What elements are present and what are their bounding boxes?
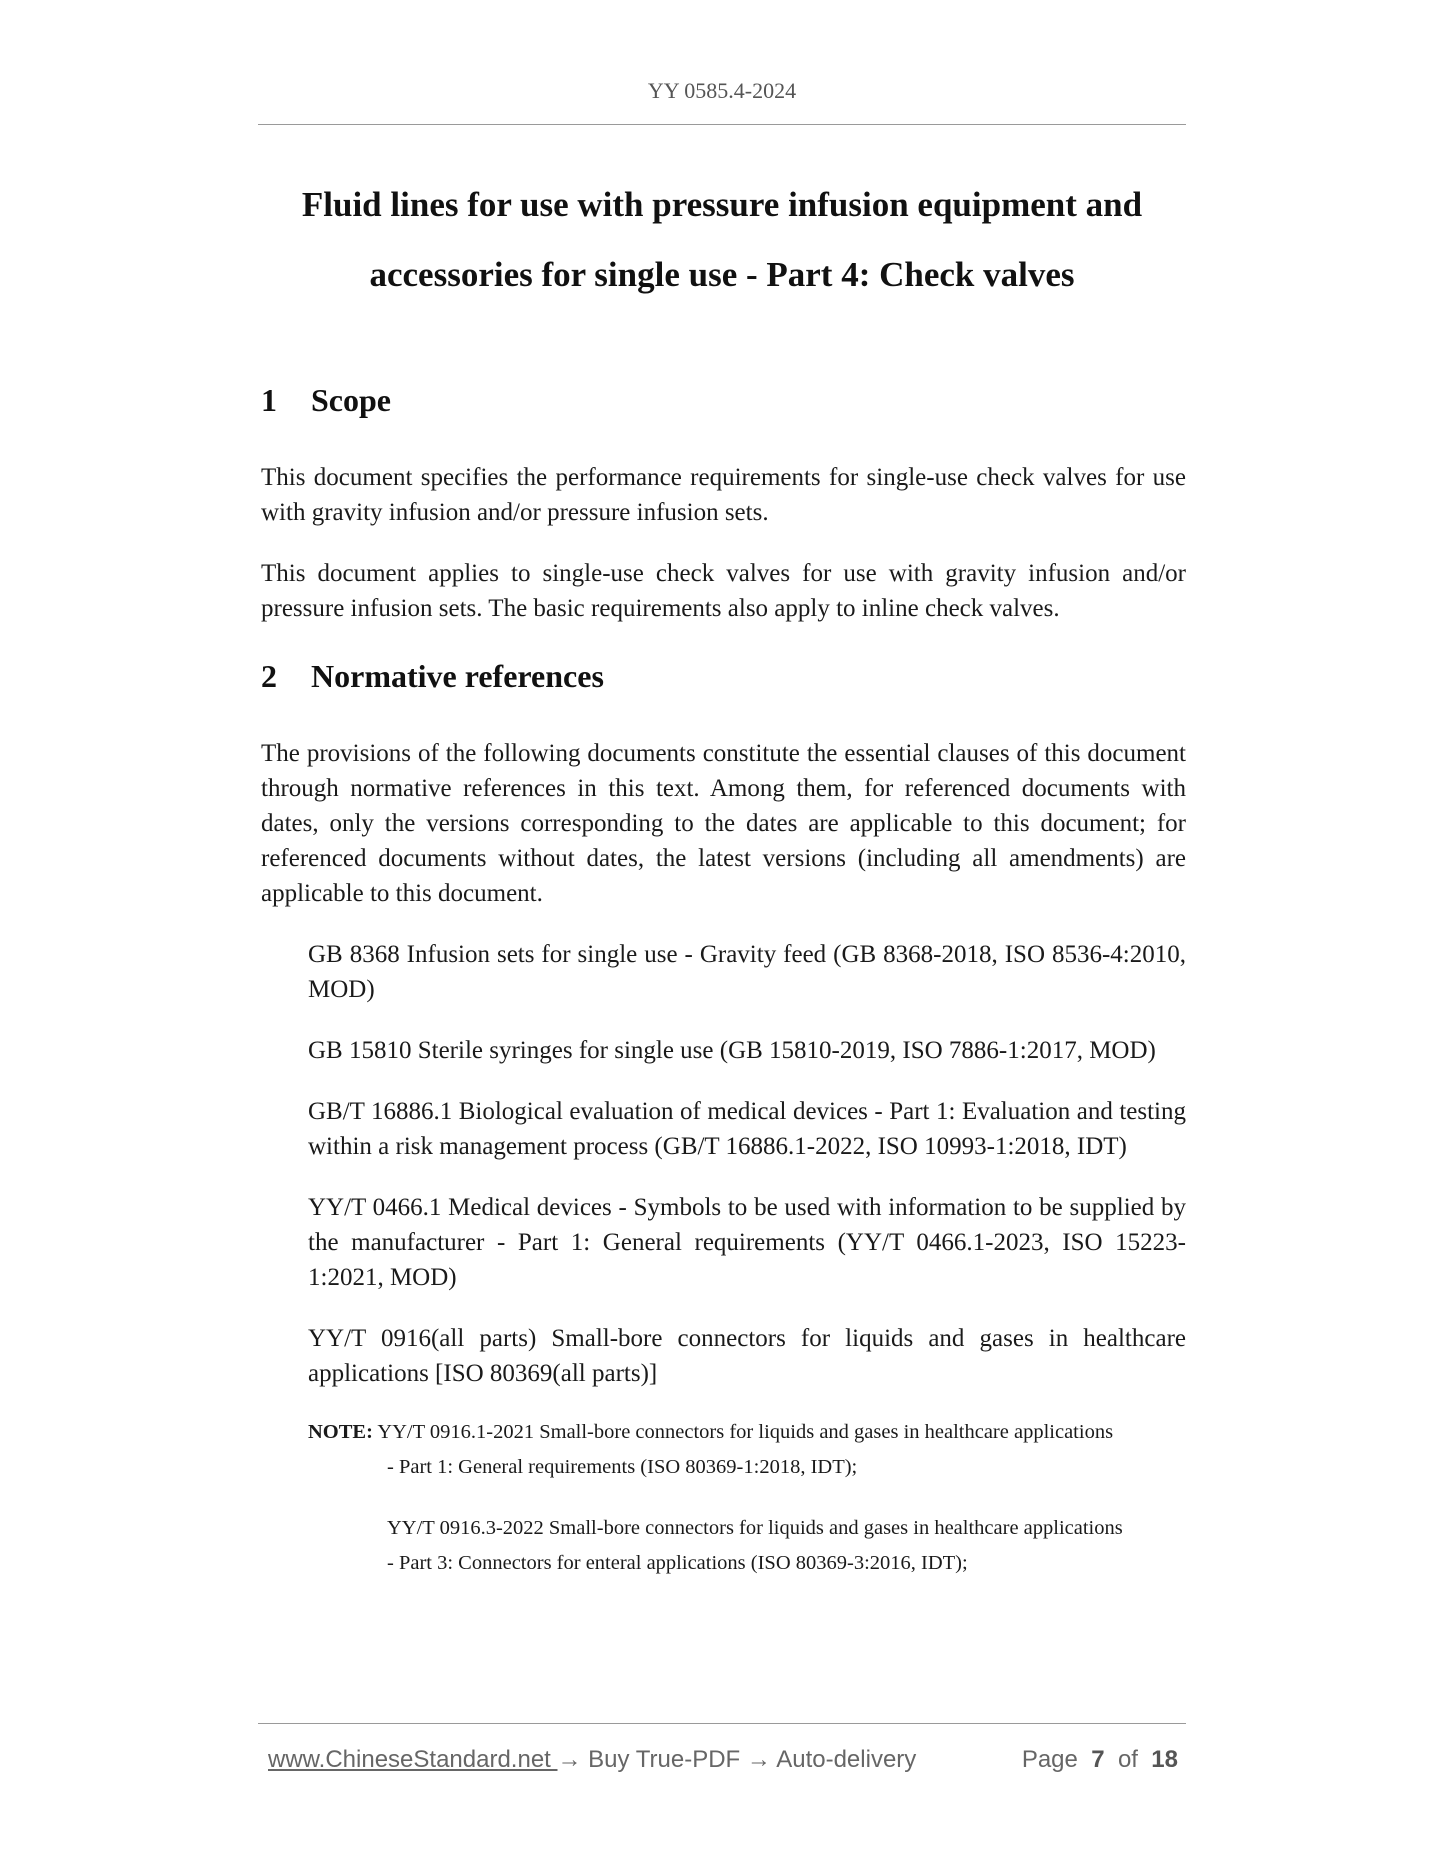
arrow-right-icon: → (746, 1746, 771, 1773)
page-number-info (1022, 1745, 1178, 1775)
note-item-1-line-2: - Part 1: General requirements (ISO 80369-1:2018, IDT); (387, 1456, 858, 1478)
of-label: of (1117, 1746, 1138, 1773)
scope-paragraph-2: This document applies to single-use check valves for use with gravity infusion and/or pressure infusion sets. The basic requirements also apply to inline check valves. (261, 560, 1186, 622)
reference-item: GB 8368 Infusion sets for single use - Gravity feed (GB 8368-2018, ISO 8536-4:2010, MOD) (308, 941, 1186, 1003)
note-item-2-line-1: YY/T 0916.3-2022 Small-bore connectors for liquids and gases in healthcare applications (387, 1517, 1123, 1539)
section-title: Scope (311, 382, 391, 418)
current-page-number: 7 (1091, 1746, 1105, 1773)
auto-delivery-text: Auto-delivery (770, 1746, 917, 1773)
title-line-2: accessories for single use - Part 4: Check valves (369, 255, 1075, 294)
arrow-right-icon: → (557, 1746, 582, 1773)
reference-item: GB/T 16886.1 Biological evaluation of medical devices - Part 1: Evaluation and testing within a risk management process (GB/T 16886.1-2022, ISO 10993-1:2018, IDT) (308, 1098, 1186, 1160)
footer-divider (258, 1723, 1186, 1724)
header-divider (258, 124, 1186, 125)
document-body (261, 380, 1186, 1581)
section-title: Normative references (311, 658, 604, 694)
section-number: 1 (261, 382, 277, 418)
standard-code-header: YY 0585.4-2024 (647, 78, 797, 103)
title-line-1: Fluid lines for use with pressure infusion equipment and (301, 185, 1143, 224)
page-footer (268, 1745, 1178, 1775)
normative-intro-paragraph: The provisions of the following documents constitute the essential clauses of this document through normative references in this text. Among them, for referenced documents with dates, only the versions corresponding to the dates are applicable to this document; for referenced documents without dates, the latest versions (including all amendments) are applicable to this document. (261, 740, 1186, 907)
buy-true-pdf-text: Buy True-PDF (581, 1746, 747, 1773)
note-item-1-line-1: YY/T 0916.1-2021 Small-bore connectors for liquids and gases in healthcare applications (377, 1421, 1114, 1443)
document-title (258, 170, 1186, 310)
reference-item: GB 15810 Sterile syringes for single use (GB 15810-2019, ISO 7886-1:2017, MOD) (308, 1037, 1156, 1064)
page-label: Page (1021, 1746, 1078, 1773)
section-number: 2 (261, 658, 277, 694)
reference-item: YY/T 0916(all parts) Small-bore connectors for liquids and gases in healthcare applications [ISO 80369(all parts)] (308, 1325, 1186, 1387)
website-link[interactable]: www.ChineseStandard.net (268, 1746, 558, 1773)
note-label: NOTE: (308, 1421, 373, 1443)
section-heading-scope (261, 380, 1186, 420)
scope-paragraph-1: This document specifies the performance requirements for single-use check valves for use with gravity infusion and/or pressure infusion sets. (261, 464, 1186, 526)
total-pages-number: 18 (1151, 1746, 1178, 1773)
section-heading-normative-references (261, 656, 1186, 696)
note-item-1 (308, 1415, 1186, 1450)
reference-item: YY/T 0466.1 Medical devices - Symbols to be used with information to be supplied by the manufacturer - Part 1: General requirements (YY/T 0466.1-2023, ISO 15223-1:2021, MOD) (308, 1194, 1186, 1291)
note-item-2-line-2: - Part 3: Connectors for enteral applications (ISO 80369-3:2016, IDT); (387, 1552, 968, 1574)
